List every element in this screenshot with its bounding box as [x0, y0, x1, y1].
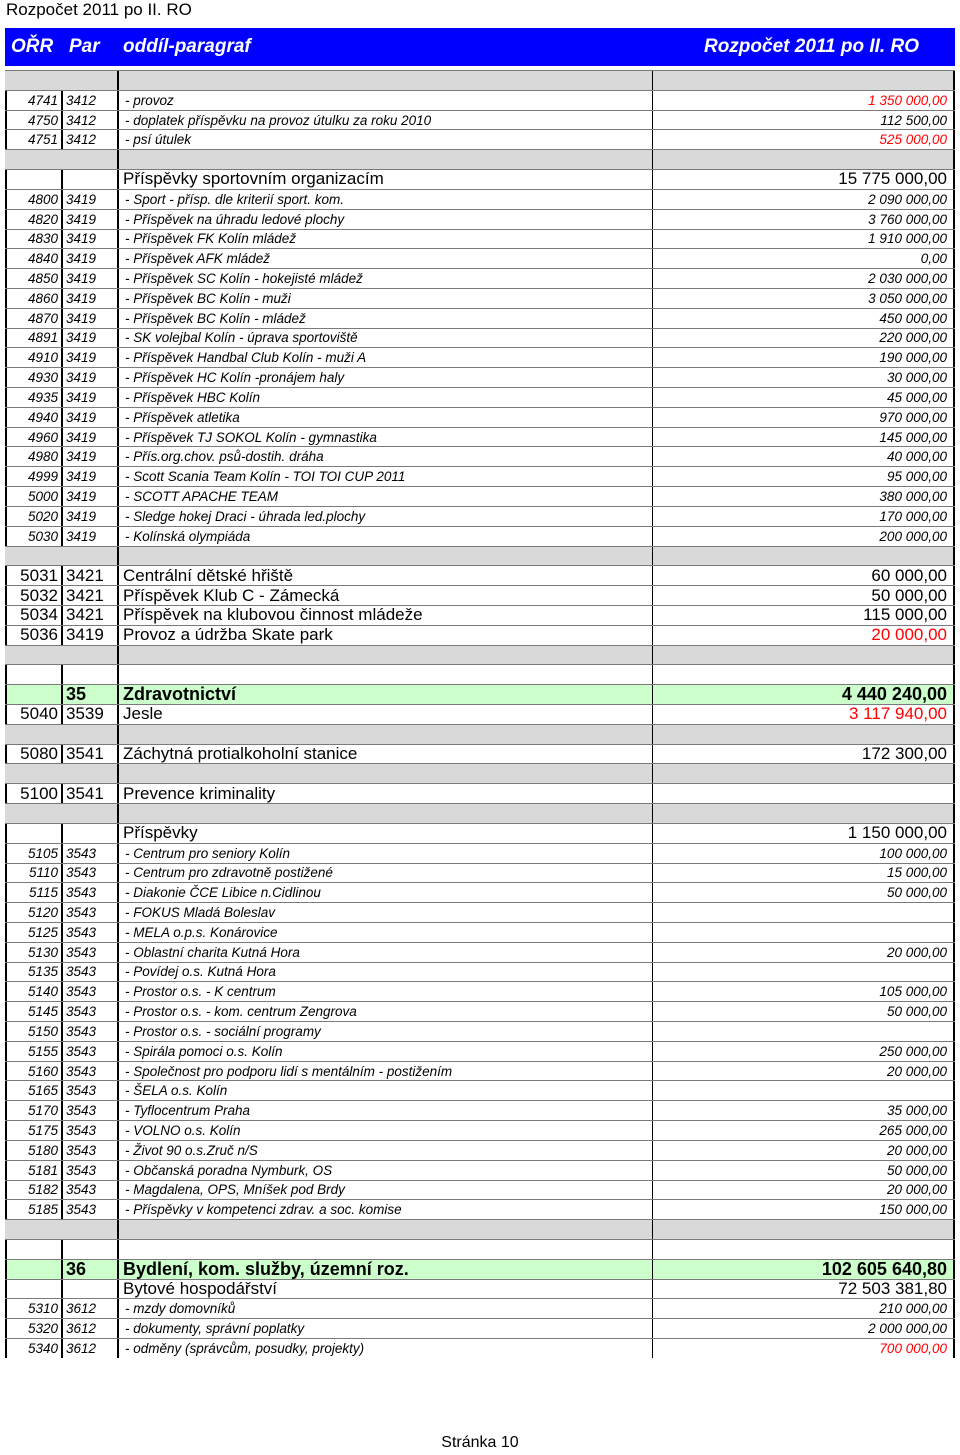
- orr-cell: 5135: [5, 963, 63, 982]
- orr-cell: 5115: [5, 883, 63, 902]
- amount-cell: 35 000,00: [653, 1101, 955, 1120]
- label-cell: Zdravotnictví: [119, 685, 653, 704]
- amount-cell: 265 000,00: [653, 1121, 955, 1140]
- orr-cell: 5032: [5, 586, 63, 605]
- section-row: [5, 1259, 955, 1279]
- label-cell: - Příspěvek BC Kolín - mládež: [119, 309, 653, 328]
- table-row: [5, 1120, 955, 1140]
- table-row: [5, 1061, 955, 1081]
- par-cell: 3543: [63, 903, 119, 922]
- par-cell: 3419: [63, 487, 119, 506]
- par-cell: 3419: [63, 348, 119, 367]
- spacer-row: [5, 1219, 955, 1239]
- label-cell: - Příspěvek AFK mládež: [119, 249, 653, 268]
- header-col-par: Par: [69, 36, 100, 57]
- table-row: [5, 823, 955, 843]
- amount-cell: 1 350 000,00: [653, 91, 955, 110]
- amount-cell: 145 000,00: [653, 428, 955, 447]
- orr-cell: 5110: [5, 864, 63, 883]
- label-cell: Příspěvky: [119, 824, 653, 843]
- label-cell: Bydlení, kom. služby, územní roz.: [119, 1260, 653, 1279]
- table-row: [5, 1021, 955, 1041]
- label-cell: - Příspěvek FK Kolín mládež: [119, 230, 653, 249]
- orr-cell: 5100: [5, 784, 63, 803]
- table-row: [5, 1100, 955, 1120]
- amount-cell: 3 760 000,00: [653, 210, 955, 229]
- label-cell: Bytové hospodářství: [119, 1280, 653, 1299]
- par-cell: 3543: [63, 1141, 119, 1160]
- par-cell: 3543: [63, 1002, 119, 1021]
- label-cell: - Příspěvek BC Kolín - muži: [119, 289, 653, 308]
- label-cell: Příspěvek Klub C - Zámecká: [119, 586, 653, 605]
- table-row: [5, 268, 955, 288]
- par-cell: 3419: [63, 190, 119, 209]
- par-cell: 3612: [63, 1339, 119, 1358]
- label-cell: - Povídej o.s. Kutná Hora: [119, 963, 653, 982]
- label-cell: - Scott Scania Team Kolín - TOI TOI CUP 2011: [119, 467, 653, 486]
- spacer-row: [5, 546, 955, 566]
- amount-cell: 970 000,00: [653, 408, 955, 427]
- table-row: [5, 704, 955, 724]
- par-cell: 3543: [63, 963, 119, 982]
- table-row: [5, 347, 955, 367]
- table-row: [5, 288, 955, 308]
- par-cell: 3419: [63, 289, 119, 308]
- orr-cell: 4930: [5, 368, 63, 387]
- orr-cell: 5150: [5, 1022, 63, 1041]
- orr-cell: 4960: [5, 428, 63, 447]
- header-col-orr: OŘR: [11, 36, 54, 57]
- orr-cell: 5080: [5, 745, 63, 764]
- table-row: [5, 1338, 955, 1358]
- orr-cell: 5182: [5, 1181, 63, 1200]
- par-cell: 3419: [63, 210, 119, 229]
- orr-cell: 5125: [5, 923, 63, 942]
- amount-cell: 450 000,00: [653, 309, 955, 328]
- orr-cell: 4860: [5, 289, 63, 308]
- label-cell: - Magdalena, OPS, Mníšek pod Brdy: [119, 1181, 653, 1200]
- label-cell: - Spirála pomoci o.s. Kolín: [119, 1042, 653, 1061]
- label-cell: - SCOTT APACHE TEAM: [119, 487, 653, 506]
- amount-cell: 45 000,00: [653, 388, 955, 407]
- table-row: [5, 129, 955, 149]
- label-cell: - Přís.org.chov. psů-dostih. dráha: [119, 447, 653, 466]
- table-row: [5, 625, 955, 645]
- spacer-row: [5, 149, 955, 169]
- amount-cell: 20 000,00: [653, 943, 955, 962]
- par-cell: 3419: [63, 507, 119, 526]
- par-cell: 3543: [63, 1121, 119, 1140]
- orr-cell: [5, 824, 63, 843]
- label-cell: - mzdy domovníků: [119, 1299, 653, 1318]
- par-cell: 3412: [63, 111, 119, 130]
- orr-cell: 5340: [5, 1339, 63, 1358]
- table-row: [5, 328, 955, 348]
- label-cell: - Prostor o.s. - sociální programy: [119, 1022, 653, 1041]
- par-cell: 3543: [63, 844, 119, 863]
- par-cell: 3543: [63, 943, 119, 962]
- orr-cell: 4850: [5, 269, 63, 288]
- orr-cell: 4820: [5, 210, 63, 229]
- amount-cell: 95 000,00: [653, 467, 955, 486]
- orr-cell: 4980: [5, 447, 63, 466]
- label-cell: - doplatek příspěvku na provoz útulku za roku 2010: [119, 111, 653, 130]
- amount-cell: 3 050 000,00: [653, 289, 955, 308]
- label-cell: Jesle: [119, 705, 653, 724]
- amount-cell: 115 000,00: [653, 606, 955, 625]
- table-row: [5, 1199, 955, 1219]
- par-cell: 3543: [63, 1042, 119, 1061]
- amount-cell: [653, 784, 955, 803]
- par-cell: 3421: [63, 606, 119, 625]
- table-row: [5, 367, 955, 387]
- table-row: [5, 308, 955, 328]
- orr-cell: [5, 170, 63, 189]
- budget-table: [5, 70, 955, 1358]
- label-cell: - Centrum pro seniory Kolín: [119, 844, 653, 863]
- table-row: [5, 1001, 955, 1021]
- amount-cell: 0,00: [653, 249, 955, 268]
- orr-cell: 5105: [5, 844, 63, 863]
- amount-cell: 525 000,00: [653, 130, 955, 149]
- amount-cell: [653, 903, 955, 922]
- label-cell: - MELA o.p.s. Konárovice: [119, 923, 653, 942]
- label-cell: - Centrum pro zdravotně postižené: [119, 864, 653, 883]
- amount-cell: 112 500,00: [653, 111, 955, 130]
- table-row: [5, 486, 955, 506]
- table-row: [5, 981, 955, 1001]
- label-cell: - provoz: [119, 91, 653, 110]
- orr-cell: 5140: [5, 982, 63, 1001]
- table-row: [5, 1279, 955, 1299]
- page-number: Stránka 10: [441, 1434, 519, 1451]
- table-row: [5, 466, 955, 486]
- amount-cell: 200 000,00: [653, 527, 955, 546]
- table-row: [5, 942, 955, 962]
- table-row: [5, 446, 955, 466]
- label-cell: - Občanská poradna Nymburk, OS: [119, 1161, 653, 1180]
- label-cell: - Příspěvek HBC Kolín: [119, 388, 653, 407]
- orr-cell: 5185: [5, 1200, 63, 1219]
- par-cell: 3543: [63, 1181, 119, 1200]
- orr-cell: 5020: [5, 507, 63, 526]
- amount-cell: 700 000,00: [653, 1339, 955, 1358]
- amount-cell: [653, 1022, 955, 1041]
- table-row: [5, 565, 955, 585]
- label-cell: - Oblastní charita Kutná Hora: [119, 943, 653, 962]
- amount-cell: [653, 1081, 955, 1100]
- orr-cell: [5, 1260, 63, 1279]
- amount-cell: 4 440 240,00: [653, 685, 955, 704]
- orr-cell: 4935: [5, 388, 63, 407]
- blank-row: [5, 664, 955, 684]
- amount-cell: 380 000,00: [653, 487, 955, 506]
- amount-cell: 15 775 000,00: [653, 170, 955, 189]
- orr-cell: [5, 685, 63, 704]
- table-row: [5, 526, 955, 546]
- par-cell: 3412: [63, 130, 119, 149]
- label-cell: - Kolínská olympiáda: [119, 527, 653, 546]
- table-row: [5, 1160, 955, 1180]
- amount-cell: 105 000,00: [653, 982, 955, 1001]
- table-row: [5, 407, 955, 427]
- label-cell: - SK volejbal Kolín - úprava sportoviště: [119, 329, 653, 348]
- label-cell: - ŠELA o.s. Kolín: [119, 1081, 653, 1100]
- table-row: [5, 387, 955, 407]
- par-cell: [63, 824, 119, 843]
- orr-cell: 4800: [5, 190, 63, 209]
- table-row: [5, 863, 955, 883]
- orr-cell: 5320: [5, 1319, 63, 1338]
- label-cell: - Sledge hokej Draci - úhrada led.plochy: [119, 507, 653, 526]
- label-cell: Provoz a údržba Skate park: [119, 626, 653, 645]
- table-row: [5, 902, 955, 922]
- table-row: [5, 90, 955, 110]
- table-row: [5, 843, 955, 863]
- amount-cell: 20 000,00: [653, 1062, 955, 1081]
- par-cell: 3412: [63, 91, 119, 110]
- spacer-row: [5, 724, 955, 744]
- section-row: [5, 684, 955, 704]
- amount-cell: 1 150 000,00: [653, 824, 955, 843]
- orr-cell: 5036: [5, 626, 63, 645]
- orr-cell: 5310: [5, 1299, 63, 1318]
- label-cell: - Příspěvek SC Kolín - hokejisté mládež: [119, 269, 653, 288]
- table-row: [5, 922, 955, 942]
- table-row: [5, 585, 955, 605]
- spacer-row: [5, 763, 955, 783]
- table-row: [5, 189, 955, 209]
- label-cell: - Prostor o.s. - K centrum: [119, 982, 653, 1001]
- orr-cell: 5155: [5, 1042, 63, 1061]
- amount-cell: [653, 963, 955, 982]
- label-cell: - FOKUS Mladá Boleslav: [119, 903, 653, 922]
- par-cell: 3612: [63, 1299, 119, 1318]
- table-row: [5, 169, 955, 189]
- label-cell: - psí útulek: [119, 130, 653, 149]
- table-row: [5, 962, 955, 982]
- orr-cell: 4751: [5, 130, 63, 149]
- par-cell: 3612: [63, 1319, 119, 1338]
- par-cell: 3419: [63, 447, 119, 466]
- spacer-row: [5, 645, 955, 665]
- amount-cell: 2 030 000,00: [653, 269, 955, 288]
- par-cell: 3419: [63, 467, 119, 486]
- table-row: [5, 744, 955, 764]
- orr-cell: 5181: [5, 1161, 63, 1180]
- orr-cell: 4891: [5, 329, 63, 348]
- orr-cell: 4999: [5, 467, 63, 486]
- label-cell: - Příspěvek Handbal Club Kolín - muži A: [119, 348, 653, 367]
- amount-cell: 15 000,00: [653, 864, 955, 883]
- label-cell: - dokumenty, správní poplatky: [119, 1319, 653, 1338]
- amount-cell: 100 000,00: [653, 844, 955, 863]
- amount-cell: 220 000,00: [653, 329, 955, 348]
- label-cell: - Tyflocentrum Praha: [119, 1101, 653, 1120]
- orr-cell: 5145: [5, 1002, 63, 1021]
- orr-cell: 4870: [5, 309, 63, 328]
- document-title: Rozpočet 2011 po II. RO: [6, 0, 192, 19]
- par-cell: 3543: [63, 1101, 119, 1120]
- amount-cell: 172 300,00: [653, 745, 955, 764]
- spacer-row: [5, 803, 955, 823]
- orr-cell: 5175: [5, 1121, 63, 1140]
- amount-cell: 40 000,00: [653, 447, 955, 466]
- table-row: [5, 110, 955, 130]
- amount-cell: 72 503 381,80: [653, 1280, 955, 1299]
- table-row: [5, 1180, 955, 1200]
- table-row: [5, 1298, 955, 1318]
- par-cell: 3543: [63, 1022, 119, 1041]
- orr-cell: 4741: [5, 91, 63, 110]
- orr-cell: 5130: [5, 943, 63, 962]
- table-row: [5, 229, 955, 249]
- amount-cell: 3 117 940,00: [653, 705, 955, 724]
- par-cell: 3419: [63, 368, 119, 387]
- par-cell: 3541: [63, 784, 119, 803]
- label-cell: Záchytná protialkoholní stanice: [119, 745, 653, 764]
- label-cell: Příspěvky sportovním organizacím: [119, 170, 653, 189]
- amount-cell: [653, 923, 955, 942]
- par-cell: 3421: [63, 586, 119, 605]
- label-cell: - Prostor o.s. - kom. centrum Zengrova: [119, 1002, 653, 1021]
- par-cell: 3543: [63, 1062, 119, 1081]
- par-cell: [63, 170, 119, 189]
- par-cell: 3543: [63, 982, 119, 1001]
- amount-cell: 20 000,00: [653, 1181, 955, 1200]
- label-cell: - Příspěvek HC Kolín -pronájem haly: [119, 368, 653, 387]
- par-cell: 3541: [63, 745, 119, 764]
- amount-cell: 210 000,00: [653, 1299, 955, 1318]
- par-cell: 3421: [63, 566, 119, 585]
- table-row: [5, 1140, 955, 1160]
- par-cell: 3419: [63, 388, 119, 407]
- table-header: [5, 28, 955, 66]
- amount-cell: 50 000,00: [653, 883, 955, 902]
- par-cell: 35: [63, 685, 119, 704]
- amount-cell: 150 000,00: [653, 1200, 955, 1219]
- par-cell: [63, 1280, 119, 1299]
- par-cell: 3543: [63, 1161, 119, 1180]
- orr-cell: 4750: [5, 111, 63, 130]
- table-row: [5, 1318, 955, 1338]
- table-row: [5, 427, 955, 447]
- amount-cell: 50 000,00: [653, 1161, 955, 1180]
- orr-cell: 4830: [5, 230, 63, 249]
- blank-row: [5, 1239, 955, 1259]
- par-cell: 3419: [63, 249, 119, 268]
- orr-cell: 5165: [5, 1081, 63, 1100]
- table-row: [5, 1041, 955, 1061]
- par-cell: 3419: [63, 626, 119, 645]
- label-cell: - odměny (správcům, posudky, projekty): [119, 1339, 653, 1358]
- orr-cell: 5180: [5, 1141, 63, 1160]
- table-row: [5, 209, 955, 229]
- amount-cell: 102 605 640,80: [653, 1260, 955, 1279]
- label-cell: - VOLNO o.s. Kolín: [119, 1121, 653, 1140]
- label-cell: - Příspěvky v kompetenci zdrav. a soc. komise: [119, 1200, 653, 1219]
- amount-cell: 250 000,00: [653, 1042, 955, 1061]
- label-cell: - Společnost pro podporu lidí s mentálním - postižením: [119, 1062, 653, 1081]
- amount-cell: 2 000 000,00: [653, 1319, 955, 1338]
- orr-cell: 4840: [5, 249, 63, 268]
- label-cell: - Sport - přísp. dle kriterií sport. kom.: [119, 190, 653, 209]
- table-row: [5, 506, 955, 526]
- table-row: [5, 248, 955, 268]
- orr-cell: 5031: [5, 566, 63, 585]
- amount-cell: 30 000,00: [653, 368, 955, 387]
- label-cell: Centrální dětské hřiště: [119, 566, 653, 585]
- par-cell: 3539: [63, 705, 119, 724]
- label-cell: - Příspěvek atletika: [119, 408, 653, 427]
- par-cell: 3543: [63, 1200, 119, 1219]
- par-cell: 3543: [63, 923, 119, 942]
- label-cell: - Diakonie ČCE Libice n.Cidlinou: [119, 883, 653, 902]
- header-col-budget: Rozpočet 2011 po II. RO: [703, 36, 919, 57]
- par-cell: 3419: [63, 408, 119, 427]
- label-cell: - Příspěvek na úhradu ledové plochy: [119, 210, 653, 229]
- label-cell: - Život 90 o.s.Zruč n/S: [119, 1141, 653, 1160]
- par-cell: 3419: [63, 269, 119, 288]
- par-cell: 3419: [63, 428, 119, 447]
- par-cell: 3419: [63, 230, 119, 249]
- par-cell: 3419: [63, 527, 119, 546]
- amount-cell: 1 910 000,00: [653, 230, 955, 249]
- par-cell: 3419: [63, 309, 119, 328]
- orr-cell: 5160: [5, 1062, 63, 1081]
- amount-cell: 2 090 000,00: [653, 190, 955, 209]
- amount-cell: 170 000,00: [653, 507, 955, 526]
- par-cell: 3543: [63, 1081, 119, 1100]
- spacer-row: [5, 70, 955, 90]
- orr-cell: 5170: [5, 1101, 63, 1120]
- table-row: [5, 605, 955, 625]
- orr-cell: 4910: [5, 348, 63, 367]
- label-cell: Prevence kriminality: [119, 784, 653, 803]
- orr-cell: 5120: [5, 903, 63, 922]
- label-cell: - Příspěvek TJ SOKOL Kolín - gymnastika: [119, 428, 653, 447]
- orr-cell: 5040: [5, 705, 63, 724]
- table-row: [5, 882, 955, 902]
- table-row: [5, 783, 955, 803]
- amount-cell: 50 000,00: [653, 586, 955, 605]
- table-row: [5, 1080, 955, 1100]
- amount-cell: 20 000,00: [653, 1141, 955, 1160]
- par-cell: 36: [63, 1260, 119, 1279]
- orr-cell: 4940: [5, 408, 63, 427]
- amount-cell: 60 000,00: [653, 566, 955, 585]
- amount-cell: 190 000,00: [653, 348, 955, 367]
- amount-cell: 50 000,00: [653, 1002, 955, 1021]
- header-col-paragraf: oddíl-paragraf: [123, 36, 251, 57]
- par-cell: 3543: [63, 864, 119, 883]
- par-cell: 3419: [63, 329, 119, 348]
- orr-cell: 5030: [5, 527, 63, 546]
- amount-cell: 20 000,00: [653, 626, 955, 645]
- label-cell: Příspěvek na klubovou činnost mládeže: [119, 606, 653, 625]
- orr-cell: 5034: [5, 606, 63, 625]
- orr-cell: [5, 1280, 63, 1299]
- orr-cell: 5000: [5, 487, 63, 506]
- par-cell: 3543: [63, 883, 119, 902]
